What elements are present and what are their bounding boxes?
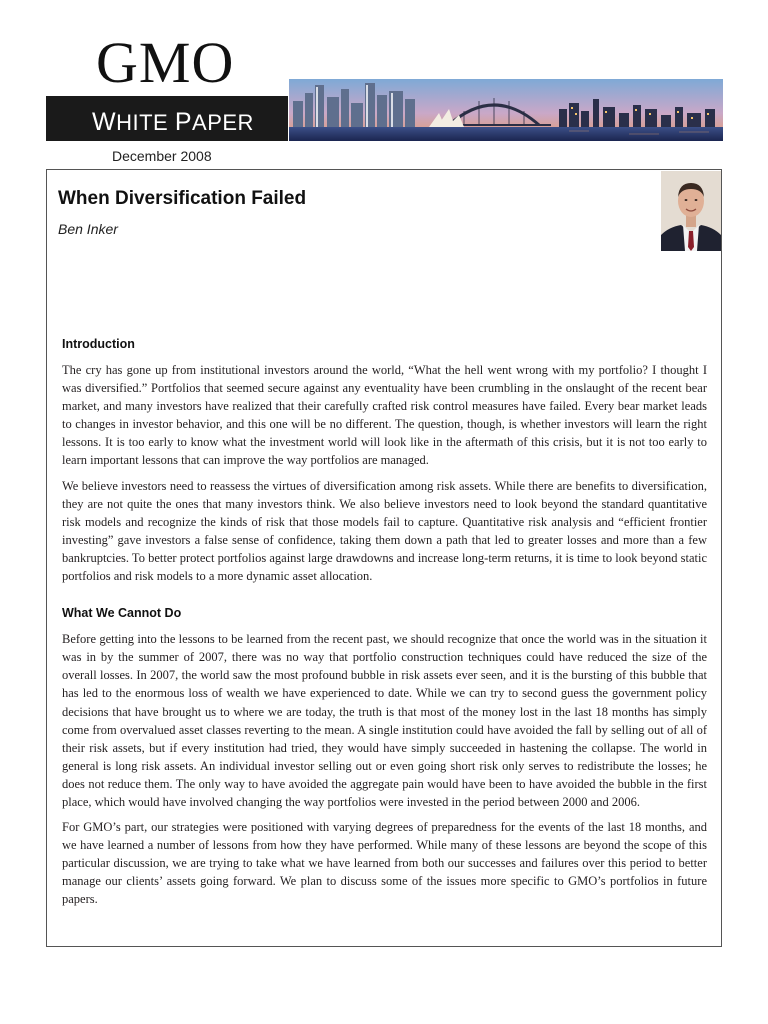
white-paper-label: WHITE PAPER <box>92 108 254 136</box>
paragraph: We believe investors need to reassess the virtues of diversification among risk assets. While there are benefits to diversification, they are not quite the ones that many investors think. We also believe investors need to look beyond the standard quantitative risk models and recognize the kinds of risk that those models fail to capture. Quantitative risk analysis and “efficient frontier investing” gave investors a false sense of confidence, taking them down a path that led to greater losses and more than a few bankruptcies. To better protect portfolios against large drawdowns and increase long-term returns, it is time to look beyond static portfolios and risk models to a more dynamic asset allocation. <box>62 478 707 584</box>
author-portrait <box>661 171 721 251</box>
paragraph: For GMO’s part, our strategies were positioned with varying degrees of preparedness for the events of the last 18 months, and we have learned a number of lessons from how they have performed. While many of these lessons are beyond the scope of this particular discussion, we are trying to take what we have learned from both our successes and failures over this period to better manage our clients’ assets going forward. We plan to discuss some of the issues more specific to GMO’s portfolios in future papers. <box>62 820 707 907</box>
city-skyline-image <box>289 79 723 141</box>
section-heading-introduction: Introduction <box>62 337 135 351</box>
paper-title: When Diversification Failed <box>58 188 307 209</box>
publication-date: December 2008 <box>112 148 212 164</box>
paragraph: The cry has gone up from institutional investors around the world, “What the hell went wrong with my portfolio? I thought I was diversified.” Portfolios that seemed secure against any eventuality have been crumbling in the onslaught of the recent bear market, and many investors have realized that their carefully crafted risk control measures have failed. Every bear market leads to changes in investor behavior, and this one will be no different. The question, though, is whether investors will learn the right lessons. It is too early to know what the investment world will look like in the aftermath of this crisis, but it is not too early to learn important lessons that can improve the way portfolios are managed. <box>62 363 707 468</box>
section-heading-what-we-cannot-do: What We Cannot Do <box>62 606 182 621</box>
author-name: Ben Inker <box>58 221 118 237</box>
gmo-logo: GMO <box>96 30 235 95</box>
paragraph: Before getting into the lessons to be learned from the recent past, we should recognize that once the world was in the situation it was in by the summer of 2007, there was no way that portfolio construction techniques could have reduced the size of the overall losses. In 2007, the world saw the most profound bubble in risk assets ever seen, and it is the bursting of this bubble that has led to the enormous loss of wealth we have experienced to date. While we can try to second guess the government policy decisions that have brought us to where we are today, the truth is that most of the money lost in the last 18 months has simply come from overvalued asset classes reverting to the mean. A single institution could have avoided the fall by selling out of all of their risk assets, but if every institution had tried, they would have simply succeeded in hastening the collapse. The world in general is long risk assets. An individual investor selling out or even going short risk only serves to redistribute the losses; he does not reduce them. The only way to have avoided the aggregate pain would have been to have avoided the bubble in the first place, which would have involved changing the way portfolios were invested in the period between 2000 and 2006. <box>62 632 707 809</box>
article-body <box>62 336 707 916</box>
